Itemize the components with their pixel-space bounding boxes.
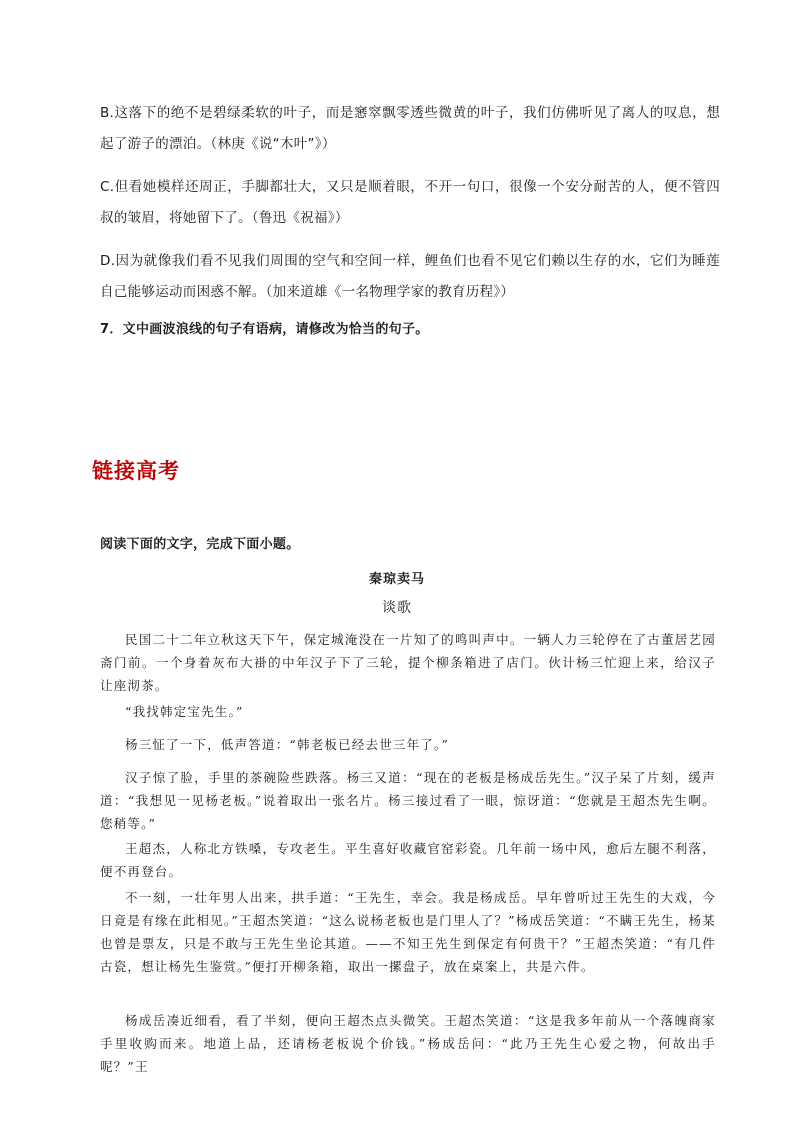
reading-instruction: 阅读下面的文字，完成下面小题。: [100, 537, 300, 552]
story-paragraph: “我找韩定宝先生。”: [125, 704, 244, 719]
story-paragraph: 汉子惊了脸，手里的茶碗险些跌落。杨三又道：“现在的老板是杨成岳先生。”汉子呆了片刻，缓声道：“我想见一见杨老板。”说着取出一张名片。杨三接过看了一眼，惊讶道：“您就是王超杰先生啊。您稍等。”: [100, 770, 716, 831]
story-author: 谈歌: [382, 600, 412, 616]
story-paragraph: 杨三怔了一下，低声答道：“韩老板已经去世三年了。”: [125, 737, 450, 752]
story-paragraph: 王超杰，人称北方铁嗓，专攻老生。平生喜好收藏官窑彩瓷。几年前一场中风，愈后左腿不利落，便不再登台。: [100, 841, 716, 879]
option-b: B.这落下的绝不是碧绿柔软的叶子，而是窸窣飘零透些微黄的叶子，我们仿佛听见了离人的叹息，想起了游子的漂泊。（林庚《说“木叶”》）: [100, 105, 720, 152]
option-d: D.因为就像我们看不见我们周围的空气和空间一样，鲤鱼们也看不见它们赖以生存的水，它们为睡莲自己能够运动而困惑不解。（加来道雄《一名物理学家的教育历程》）: [100, 253, 720, 300]
story-paragraph: 民国二十二年立秋这天下午，保定城淹没在一片知了的鸣叫声中。一辆人力三轮停在了古董居艺园斋门前。一个身着灰布大褂的中年汉子下了三轮，提个柳条箱进了店门。伙计杨三忙迎上来，给汉子让座沏茶。: [100, 632, 716, 693]
story-paragraph: 不一刻，一壮年男人出来，拱手道：“王先生，幸会。我是杨成岳。早年曾听过王先生的大戏，今日竟是有缘在此相见。”王超杰笑道：“这么说杨老板也是门里人了？”杨成岳笑道：“不瞒王先生，杨某也曾是票友，只是不敢与王先生坐论其道。——不知王先生到保定有何贵干？”王超杰笑道：“有几件古瓷，想让杨先生鉴赏。”便打开柳条箱，取出一摞盘子，放在桌案上，共是六件。: [100, 890, 716, 974]
story-title: 秦琼卖马: [368, 572, 425, 587]
story-paragraph: 杨成岳凑近细看，看了半刻，便向王超杰点头微笑。王超杰笑道：“这是我多年前从一个落魄商家手里收购而来。地道上品，还请杨老板说个价钱。”杨成岳问：“此乃王先生心爱之物，何故出手呢？”王: [100, 1013, 716, 1074]
section-heading: 链接高考: [92, 459, 180, 483]
question-7: 7．文中画波浪线的句子有语病，请修改为恰当的句子。: [100, 322, 429, 337]
option-c: C.但看她模样还周正，手脚都壮大，又只是顺着眼，不开一句口，很像一个安分耐苦的人，便不管四叔的皱眉，将她留下了。（鲁迅《祝福》）: [100, 179, 720, 226]
